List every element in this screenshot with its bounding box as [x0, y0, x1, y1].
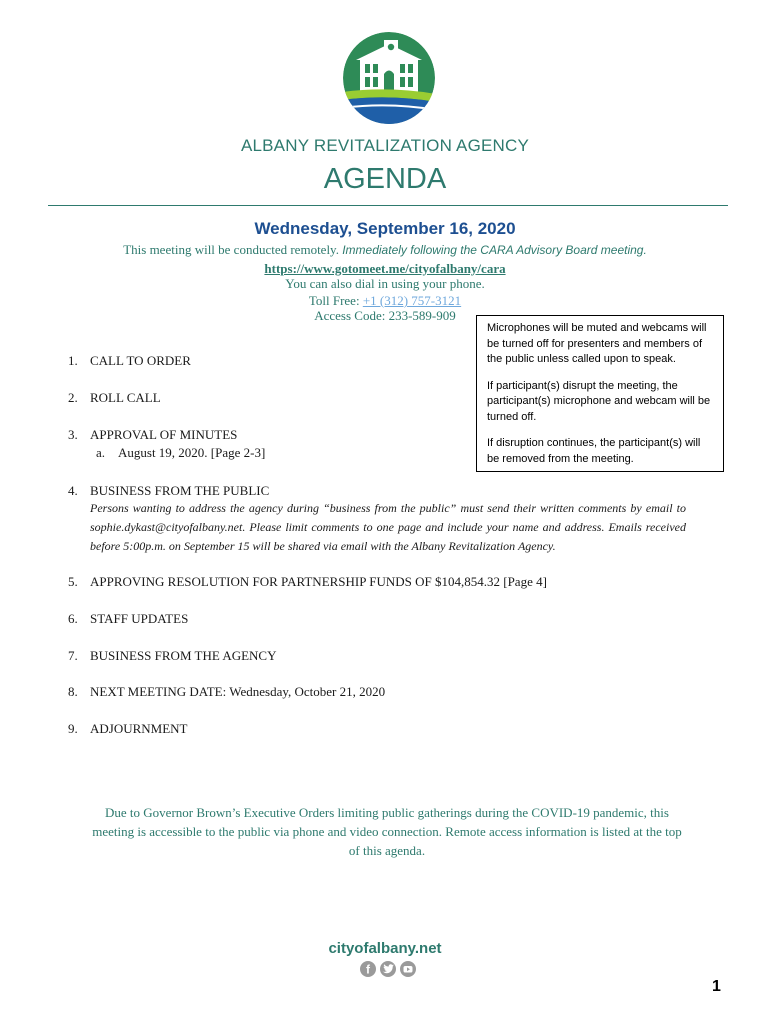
item-label: STAFF UPDATES — [90, 611, 189, 626]
covid-notice: Due to Governor Brown’s Executive Orders limiting public gatherings during the COVID-19 pandemic, this meeting is accessible to the public via phone and video connection. Remote access information is listed at the top of this agenda. — [92, 805, 682, 858]
item-number: 7. — [68, 648, 78, 663]
minutes-subitem — [96, 445, 265, 461]
item-label: BUSINESS FROM THE PUBLIC — [90, 483, 270, 498]
remote-text: This meeting will be conducted remotely. — [123, 242, 339, 257]
dial-text: You can also dial in using your phone. — [285, 276, 485, 291]
item-label: BUSINESS FROM THE AGENCY — [90, 648, 277, 663]
item-number: 8. — [68, 684, 78, 699]
facebook-icon[interactable] — [360, 961, 376, 977]
meeting-rules-box — [476, 315, 724, 472]
agenda-item-business-from-agency — [68, 648, 277, 664]
agenda-item-staff-updates — [68, 611, 188, 627]
subitem-label: August 19, 2020. [Page 2-3] — [118, 445, 266, 460]
remote-line — [0, 242, 770, 258]
item-label: NEXT MEETING DATE: Wednesday, October 21, 2020 — [90, 684, 386, 699]
item-number: 3. — [68, 427, 78, 442]
item-number: 1. — [68, 353, 78, 368]
agenda-item-call-to-order — [68, 353, 191, 369]
agenda-item-approval-of-minutes — [68, 427, 237, 443]
toll-free-label: Toll Free: — [308, 293, 360, 308]
social-icons — [360, 960, 416, 978]
item-label: APPROVAL OF MINUTES — [90, 427, 238, 442]
link-line — [0, 261, 770, 277]
access-code: Access Code: 233-589-909 — [314, 308, 456, 323]
youtube-icon[interactable] — [400, 961, 416, 977]
header-divider — [48, 205, 728, 206]
subitem-letter: a. — [96, 445, 106, 460]
following-text: Immediately following the CARA Advisory Board meeting. — [342, 243, 647, 257]
item-label: CALL TO ORDER — [90, 353, 191, 368]
agenda-item-partnership-funds — [68, 574, 547, 590]
agenda-item-roll-call — [68, 390, 161, 406]
item-number: 2. — [68, 390, 78, 405]
item-number: 6. — [68, 611, 78, 626]
notice-removed: If disruption continues, the participant(s) will be removed from the meeting. — [487, 437, 701, 465]
albany-logo — [342, 28, 436, 128]
twitter-icon[interactable] — [380, 961, 396, 977]
agency-name: ALBANY REVITALIZATION AGENCY — [240, 136, 530, 155]
svg-text:f: f — [366, 962, 370, 977]
item-number: 9. — [68, 721, 78, 736]
public-comment-instructions: Persons wanting to address the agency during “business from the public” must send their written comments by email to sophie.dykast@cityofalbany.net. Please limit comments to one page and include your name and address. Emails received before 5:00p.m. on September 15 will be shared via email with the Albany Revitalization Agency. — [90, 501, 686, 553]
item-label: ROLL CALL — [90, 390, 161, 405]
agenda-item-adjournment — [68, 721, 188, 737]
page-number: 1 — [712, 978, 721, 995]
footer-website[interactable]: cityofalbany.net — [328, 940, 442, 957]
item-label: APPROVING RESOLUTION FOR PARTNERSHIP FUNDS OF $104,854.32 [Page 4] — [90, 574, 547, 589]
item-label: ADJOURNMENT — [90, 721, 188, 736]
meeting-date: Wednesday, September 16, 2020 — [254, 219, 516, 238]
meeting-link[interactable]: https://www.gotomeet.me/cityofalbany/cara — [264, 261, 506, 276]
agenda-item-business-from-public — [68, 483, 269, 499]
page-title: AGENDA — [323, 163, 447, 195]
item-number: 4. — [68, 483, 78, 498]
item-number: 5. — [68, 574, 78, 589]
agenda-item-next-meeting — [68, 684, 385, 700]
notice-disrupt: If participant(s) disrupt the meeting, the participant(s) microphone and webcam will be turned off. — [487, 379, 711, 423]
toll-free-line — [0, 293, 770, 309]
toll-free-number[interactable]: +1 (312) 757-3121 — [362, 293, 462, 308]
notice-muted: Microphones will be muted and webcams will be turned off for presenters and members of the public unless called upon to speak. — [487, 322, 707, 365]
